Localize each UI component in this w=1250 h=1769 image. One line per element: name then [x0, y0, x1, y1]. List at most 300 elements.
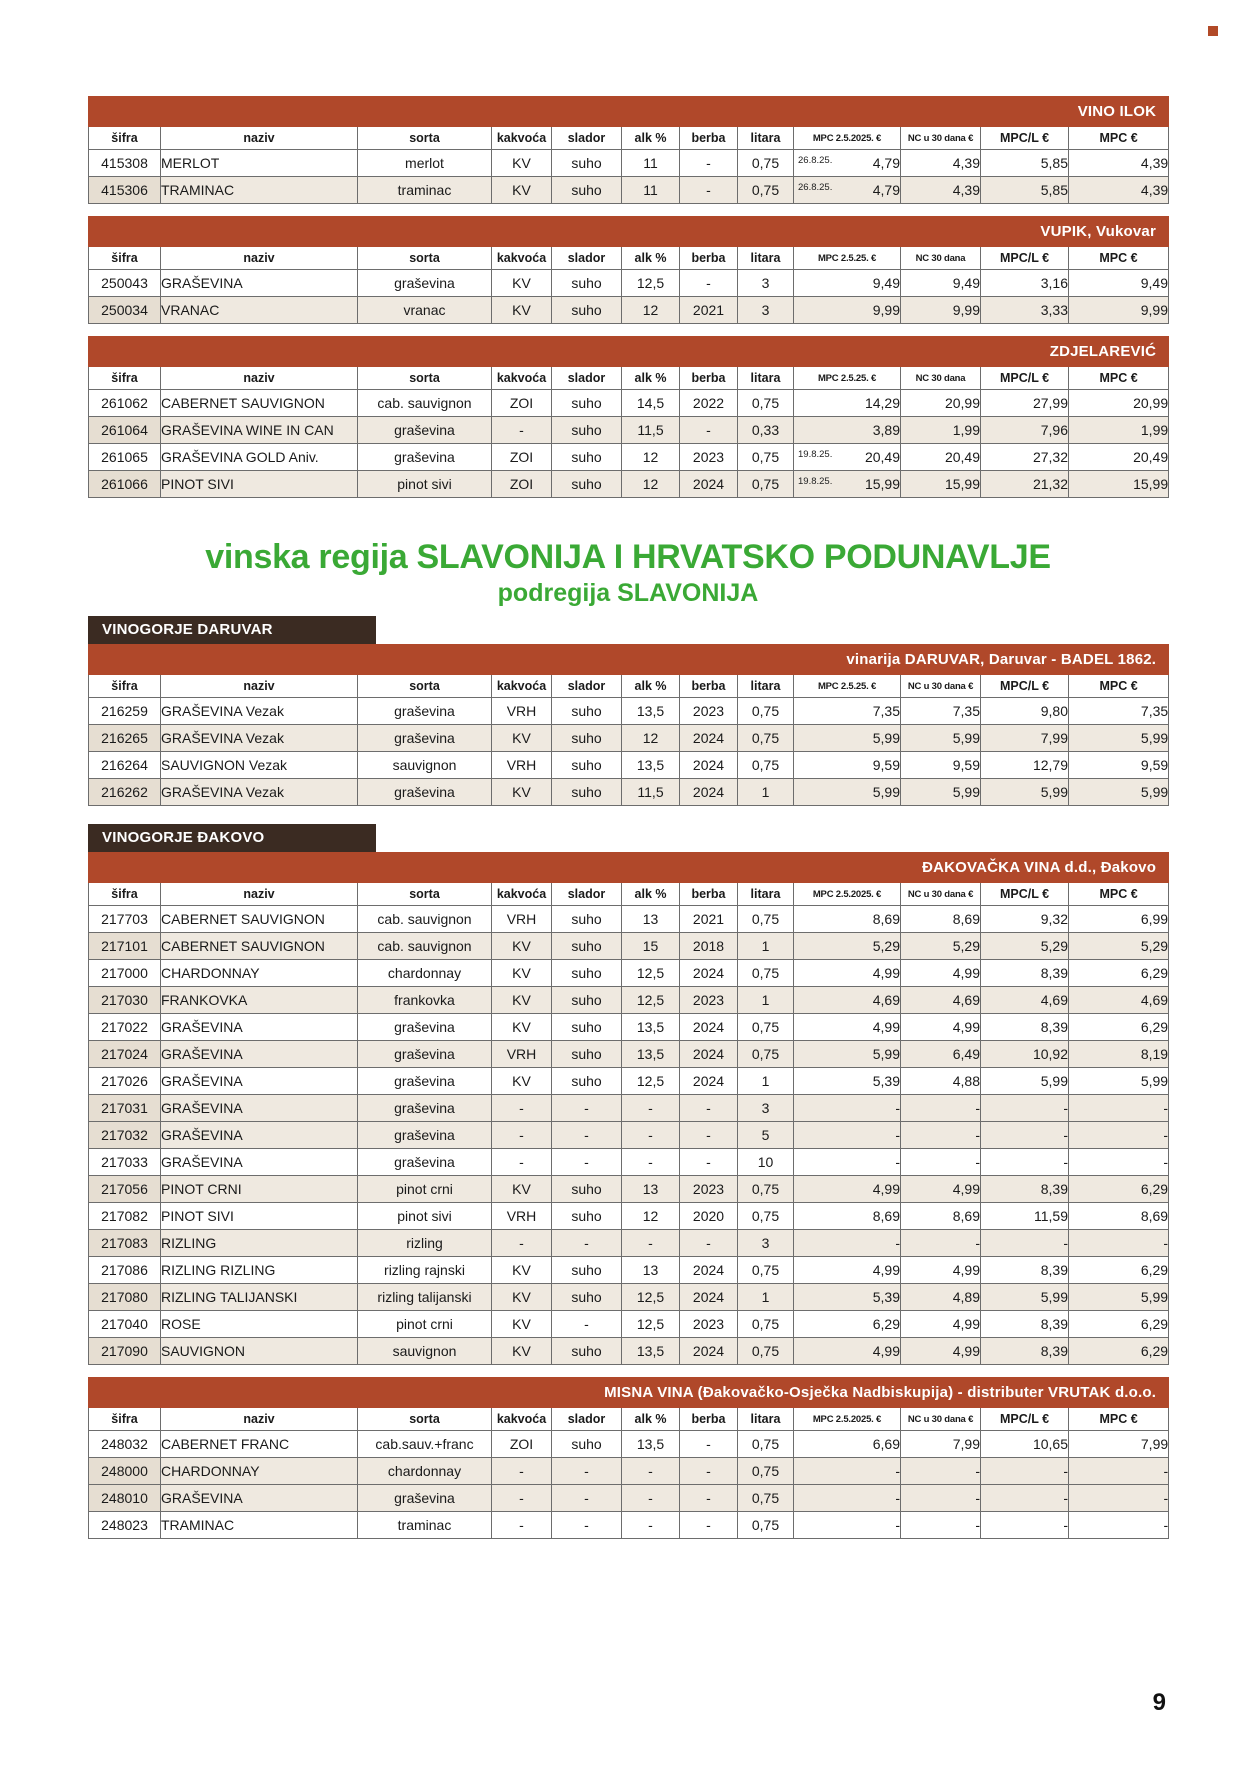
cell-kakvoca: KV	[492, 297, 552, 324]
table-header-row	[89, 127, 1169, 150]
col-header-alk: alk %	[622, 1408, 680, 1431]
cell-sifra: 216262	[89, 779, 161, 806]
cell-mpc: -	[1069, 1485, 1169, 1512]
cell-sorta: traminac	[358, 177, 492, 204]
cell-mpc: 8,19	[1069, 1041, 1169, 1068]
cell-alk: 13,5	[622, 752, 680, 779]
cell-berba: -	[680, 177, 738, 204]
cell-berba: 2024	[680, 725, 738, 752]
wine-table	[88, 644, 1169, 806]
cell-sorta: graševina	[358, 725, 492, 752]
table-header-row	[89, 675, 1169, 698]
cell-mpc: -	[1069, 1095, 1169, 1122]
cell-mpc-date: 5,99	[794, 1041, 901, 1068]
cell-nc30: 15,99	[901, 471, 981, 498]
cell-alk: 13,5	[622, 1431, 680, 1458]
cell-sifra: 217040	[89, 1311, 161, 1338]
cell-naziv: GRAŠEVINA	[161, 1014, 358, 1041]
brand-label: vinarija DARUVAR, Daruvar - BADEL 1862.	[89, 645, 1169, 675]
table-row	[89, 779, 1169, 806]
table-row	[89, 1431, 1169, 1458]
col-header-kakvoca: kakvoća	[492, 367, 552, 390]
cell-nc30: 8,69	[901, 1203, 981, 1230]
cell-berba: 2024	[680, 1041, 738, 1068]
cell-mpc-date: 5,99	[794, 725, 901, 752]
cell-litara: 0,75	[738, 1176, 794, 1203]
table-row	[89, 1284, 1169, 1311]
table-row	[89, 1203, 1169, 1230]
brand-label: VINO ILOK	[89, 97, 1169, 127]
cell-naziv: FRANKOVKA	[161, 987, 358, 1014]
cell-slador: -	[552, 1512, 622, 1539]
cell-sifra: 248010	[89, 1485, 161, 1512]
cell-sifra: 217101	[89, 933, 161, 960]
cell-sorta: vranac	[358, 297, 492, 324]
cell-mpc: 5,99	[1069, 1068, 1169, 1095]
cell-slador: suho	[552, 1338, 622, 1365]
cell-litara: 1	[738, 987, 794, 1014]
cell-litara: 0,75	[738, 1431, 794, 1458]
cell-sorta: graševina	[358, 444, 492, 471]
cell-mpcl: -	[981, 1485, 1069, 1512]
cell-litara: 1	[738, 933, 794, 960]
col-header-nc30: NC u 30 dana €	[901, 883, 981, 906]
col-header-naziv: naziv	[161, 367, 358, 390]
cell-nc30: 7,35	[901, 698, 981, 725]
table-row	[89, 906, 1169, 933]
cell-sorta: graševina	[358, 1095, 492, 1122]
col-header-kakvoca: kakvoća	[492, 1408, 552, 1431]
cell-sorta: chardonnay	[358, 1458, 492, 1485]
table-row	[89, 987, 1169, 1014]
cell-nc30: -	[901, 1095, 981, 1122]
table-row	[89, 1311, 1169, 1338]
cell-litara: 0,75	[738, 1014, 794, 1041]
cell-slador: -	[552, 1122, 622, 1149]
col-header-litara: litara	[738, 1408, 794, 1431]
cell-sifra: 217056	[89, 1176, 161, 1203]
cell-litara: 0,75	[738, 906, 794, 933]
cell-alk: 15	[622, 933, 680, 960]
cell-mpcl: 9,32	[981, 906, 1069, 933]
cell-nc30: 4,99	[901, 1176, 981, 1203]
cell-litara: 3	[738, 270, 794, 297]
wine-table	[88, 1377, 1169, 1539]
cell-kakvoca: KV	[492, 1338, 552, 1365]
col-header-alk: alk %	[622, 247, 680, 270]
cell-mpc: 1,99	[1069, 417, 1169, 444]
cell-naziv: GRAŠEVINA	[161, 1068, 358, 1095]
cell-sorta: traminac	[358, 1512, 492, 1539]
cell-mpc-date: 26.8.25. 4,79	[794, 177, 901, 204]
table-brand-row	[89, 1378, 1169, 1408]
cell-mpc-date: 4,99	[794, 1176, 901, 1203]
cell-mpcl: 8,39	[981, 1014, 1069, 1041]
col-header-sifra: šifra	[89, 127, 161, 150]
cell-sorta: graševina	[358, 270, 492, 297]
cell-berba: -	[680, 1431, 738, 1458]
cell-slador: -	[552, 1230, 622, 1257]
cell-mpcl: 8,39	[981, 1338, 1069, 1365]
cell-mpc: 4,69	[1069, 987, 1169, 1014]
cell-nc30: 5,99	[901, 725, 981, 752]
cell-sifra: 217082	[89, 1203, 161, 1230]
cell-sorta: graševina	[358, 1014, 492, 1041]
cell-alk: -	[622, 1512, 680, 1539]
cell-alk: 12	[622, 725, 680, 752]
cell-litara: 0,75	[738, 1203, 794, 1230]
cell-sifra: 248032	[89, 1431, 161, 1458]
cell-slador: suho	[552, 752, 622, 779]
cell-kakvoca: KV	[492, 1014, 552, 1041]
cell-kakvoca: VRH	[492, 698, 552, 725]
cell-naziv: RIZLING TALIJANSKI	[161, 1284, 358, 1311]
cell-nc30: -	[901, 1122, 981, 1149]
cell-mpc: 5,99	[1069, 779, 1169, 806]
cell-naziv: GRAŠEVINA	[161, 1041, 358, 1068]
cell-nc30: 4,88	[901, 1068, 981, 1095]
cell-nc30: 6,49	[901, 1041, 981, 1068]
cell-alk: -	[622, 1458, 680, 1485]
col-header-berba: berba	[680, 883, 738, 906]
cell-nc30: 4,89	[901, 1284, 981, 1311]
cell-litara: 0,75	[738, 1458, 794, 1485]
cell-naziv: CHARDONNAY	[161, 1458, 358, 1485]
cell-alk: 13	[622, 1176, 680, 1203]
cell-slador: -	[552, 1095, 622, 1122]
col-header-naziv: naziv	[161, 247, 358, 270]
col-header-kakvoca: kakvoća	[492, 675, 552, 698]
cell-nc30: 4,99	[901, 960, 981, 987]
cell-nc30: -	[901, 1458, 981, 1485]
cell-mpc: 6,29	[1069, 1176, 1169, 1203]
cell-sifra: 248023	[89, 1512, 161, 1539]
cell-sifra: 415308	[89, 150, 161, 177]
col-header-mpc-date: MPC 2.5.25. €	[794, 247, 901, 270]
col-header-mpc: MPC €	[1069, 247, 1169, 270]
cell-alk: 12,5	[622, 270, 680, 297]
cell-litara: 0,75	[738, 1512, 794, 1539]
cell-litara: 0,33	[738, 417, 794, 444]
col-header-naziv: naziv	[161, 883, 358, 906]
cell-sorta: graševina	[358, 1122, 492, 1149]
cell-kakvoca: KV	[492, 933, 552, 960]
cell-nc30: 4,99	[901, 1257, 981, 1284]
cell-berba: 2023	[680, 987, 738, 1014]
col-header-litara: litara	[738, 675, 794, 698]
cell-mpc: 20,99	[1069, 390, 1169, 417]
cell-sorta: pinot crni	[358, 1176, 492, 1203]
col-header-mpcl: MPC/L €	[981, 127, 1069, 150]
cell-sifra: 261066	[89, 471, 161, 498]
wine-table	[88, 96, 1169, 204]
cell-mpc-date: -	[794, 1095, 901, 1122]
cell-mpcl: 8,39	[981, 960, 1069, 987]
cell-mpc-date: 9,59	[794, 752, 901, 779]
col-header-kakvoca: kakvoća	[492, 883, 552, 906]
page-number: 9	[1152, 1689, 1166, 1716]
cell-mpcl: 9,80	[981, 698, 1069, 725]
cell-alk: 12,5	[622, 1284, 680, 1311]
cell-alk: 13	[622, 906, 680, 933]
cell-naziv: PINOT SIVI	[161, 471, 358, 498]
cell-slador: suho	[552, 471, 622, 498]
cell-sorta: graševina	[358, 779, 492, 806]
col-header-litara: litara	[738, 127, 794, 150]
mpc-date-stamp: 19.8.25.	[798, 476, 833, 487]
col-header-naziv: naziv	[161, 1408, 358, 1431]
col-header-slador: slador	[552, 675, 622, 698]
cell-mpcl: 3,16	[981, 270, 1069, 297]
table-row	[89, 960, 1169, 987]
cell-alk: 12	[622, 1203, 680, 1230]
cell-slador: suho	[552, 1257, 622, 1284]
cell-alk: 11,5	[622, 779, 680, 806]
table-row	[89, 1068, 1169, 1095]
cell-mpc-date: 7,35	[794, 698, 901, 725]
region-title-line1: vinska regija SLAVONIJA I HRVATSKO PODUNAVLJE	[205, 538, 1051, 576]
col-header-kakvoca: kakvoća	[492, 127, 552, 150]
cell-naziv: MERLOT	[161, 150, 358, 177]
cell-berba: 2024	[680, 1068, 738, 1095]
cell-berba: 2022	[680, 390, 738, 417]
col-header-sifra: šifra	[89, 675, 161, 698]
cell-mpc-date: 6,29	[794, 1311, 901, 1338]
col-header-nc30: NC 30 dana	[901, 247, 981, 270]
cell-mpc-date: 26.8.25. 4,79	[794, 150, 901, 177]
table-row	[89, 297, 1169, 324]
cell-naziv: CABERNET SAUVIGNON	[161, 390, 358, 417]
cell-alk: 12,5	[622, 960, 680, 987]
cell-litara: 3	[738, 1095, 794, 1122]
cell-mpc-date: 4,99	[794, 1338, 901, 1365]
cell-mpc: 9,49	[1069, 270, 1169, 297]
cell-sorta: pinot sivi	[358, 471, 492, 498]
cell-kakvoca: -	[492, 1485, 552, 1512]
col-header-slador: slador	[552, 883, 622, 906]
cell-slador: suho	[552, 725, 622, 752]
cell-litara: 3	[738, 1230, 794, 1257]
wine-table	[88, 336, 1169, 498]
table-row	[89, 698, 1169, 725]
cell-naziv: GRAŠEVINA WINE IN CAN	[161, 417, 358, 444]
cell-sifra: 217703	[89, 906, 161, 933]
cell-sifra: 217000	[89, 960, 161, 987]
wine-table	[88, 216, 1169, 324]
cell-sorta: rizling rajnski	[358, 1257, 492, 1284]
table-row	[89, 150, 1169, 177]
table-gap	[88, 204, 1168, 216]
col-header-litara: litara	[738, 367, 794, 390]
cell-naziv: GRAŠEVINA Vezak	[161, 698, 358, 725]
cell-mpc: 5,29	[1069, 933, 1169, 960]
cell-mpcl: 27,99	[981, 390, 1069, 417]
cell-berba: 2024	[680, 1338, 738, 1365]
region-title-line2: podregija SLAVONIJA	[497, 579, 759, 607]
cell-slador: suho	[552, 698, 622, 725]
cell-alk: 13,5	[622, 1041, 680, 1068]
col-header-berba: berba	[680, 675, 738, 698]
cell-mpcl: 8,39	[981, 1257, 1069, 1284]
cell-mpcl: -	[981, 1095, 1069, 1122]
brand-label: VUPIK, Vukovar	[89, 217, 1169, 247]
cell-mpc-date: 8,69	[794, 1203, 901, 1230]
table-row	[89, 177, 1169, 204]
cell-naziv: GRAŠEVINA	[161, 1122, 358, 1149]
col-header-mpc-date: MPC 2.5.2025. €	[794, 883, 901, 906]
cell-slador: -	[552, 1149, 622, 1176]
table-row	[89, 1176, 1169, 1203]
cell-mpc: 6,29	[1069, 1338, 1169, 1365]
cell-sifra: 250043	[89, 270, 161, 297]
cell-berba: 2024	[680, 752, 738, 779]
cell-litara: 0,75	[738, 1338, 794, 1365]
cell-mpcl: 7,99	[981, 725, 1069, 752]
cell-sifra: 216265	[89, 725, 161, 752]
cell-slador: suho	[552, 906, 622, 933]
cell-kakvoca: ZOI	[492, 444, 552, 471]
table-header-row	[89, 1408, 1169, 1431]
cell-mpcl: 5,85	[981, 150, 1069, 177]
cell-slador: suho	[552, 390, 622, 417]
cell-litara: 0,75	[738, 960, 794, 987]
col-header-sifra: šifra	[89, 367, 161, 390]
table-brand-row	[89, 853, 1169, 883]
cell-mpc-date: 4,99	[794, 1014, 901, 1041]
cell-mpc-date: -	[794, 1122, 901, 1149]
cell-mpc: -	[1069, 1122, 1169, 1149]
cell-mpc-date: 9,99	[794, 297, 901, 324]
cell-litara: 10	[738, 1149, 794, 1176]
cell-mpc: -	[1069, 1230, 1169, 1257]
table-row	[89, 725, 1169, 752]
cell-berba: 2020	[680, 1203, 738, 1230]
cell-mpcl: -	[981, 1122, 1069, 1149]
cell-mpcl: 4,69	[981, 987, 1069, 1014]
cell-kakvoca: ZOI	[492, 390, 552, 417]
cell-mpc: -	[1069, 1149, 1169, 1176]
cell-naziv: SAUVIGNON Vezak	[161, 752, 358, 779]
cell-berba: -	[680, 1485, 738, 1512]
cell-kakvoca: ZOI	[492, 1431, 552, 1458]
cell-sorta: merlot	[358, 150, 492, 177]
cell-mpc-date: -	[794, 1230, 901, 1257]
col-header-sifra: šifra	[89, 1408, 161, 1431]
cell-naziv: GRAŠEVINA	[161, 1095, 358, 1122]
table-row	[89, 1485, 1169, 1512]
page-content	[88, 96, 1168, 1539]
cell-mpc-date: 4,69	[794, 987, 901, 1014]
mpc-date-stamp: 19.8.25.	[798, 449, 833, 460]
cell-slador: -	[552, 1458, 622, 1485]
cell-sifra: 217026	[89, 1068, 161, 1095]
cell-kakvoca: -	[492, 1512, 552, 1539]
cell-sifra: 250034	[89, 297, 161, 324]
table-row	[89, 752, 1169, 779]
cell-nc30: 4,39	[901, 177, 981, 204]
col-header-alk: alk %	[622, 367, 680, 390]
cell-mpcl: 10,92	[981, 1041, 1069, 1068]
table-brand-row	[89, 97, 1169, 127]
cell-mpc-date: 19.8.25. 20,49	[794, 444, 901, 471]
cell-mpc-date: -	[794, 1512, 901, 1539]
table-row	[89, 270, 1169, 297]
cell-alk: -	[622, 1122, 680, 1149]
cell-litara: 0,75	[738, 150, 794, 177]
cell-kakvoca: KV	[492, 1284, 552, 1311]
cell-alk: -	[622, 1230, 680, 1257]
cell-sorta: graševina	[358, 698, 492, 725]
cell-berba: 2021	[680, 906, 738, 933]
cell-mpcl: 5,99	[981, 1068, 1069, 1095]
cell-litara: 0,75	[738, 1311, 794, 1338]
cell-mpc: 15,99	[1069, 471, 1169, 498]
cell-slador: suho	[552, 270, 622, 297]
col-header-berba: berba	[680, 367, 738, 390]
cell-sorta: graševina	[358, 417, 492, 444]
col-header-naziv: naziv	[161, 675, 358, 698]
cell-slador: suho	[552, 1203, 622, 1230]
cell-slador: suho	[552, 417, 622, 444]
cell-berba: 2023	[680, 698, 738, 725]
cell-mpcl: 5,99	[981, 779, 1069, 806]
corner-mark	[1208, 26, 1218, 36]
cell-alk: 13	[622, 1257, 680, 1284]
cell-alk: 14,5	[622, 390, 680, 417]
col-header-mpc: MPC €	[1069, 1408, 1169, 1431]
cell-mpc-date: -	[794, 1458, 901, 1485]
cell-sorta: rizling talijanski	[358, 1284, 492, 1311]
cell-kakvoca: -	[492, 1149, 552, 1176]
cell-naziv: RIZLING	[161, 1230, 358, 1257]
cell-alk: 13,5	[622, 1014, 680, 1041]
cell-mpcl: -	[981, 1512, 1069, 1539]
col-header-mpcl: MPC/L €	[981, 1408, 1069, 1431]
cell-naziv: TRAMINAC	[161, 177, 358, 204]
cell-mpc: 20,49	[1069, 444, 1169, 471]
cell-mpc-date: 5,39	[794, 1068, 901, 1095]
cell-sorta: rizling	[358, 1230, 492, 1257]
cell-mpcl: 10,65	[981, 1431, 1069, 1458]
cell-nc30: 20,49	[901, 444, 981, 471]
cell-mpc: 4,39	[1069, 177, 1169, 204]
cell-berba: 2021	[680, 297, 738, 324]
cell-slador: suho	[552, 960, 622, 987]
cell-berba: -	[680, 1458, 738, 1485]
cell-slador: suho	[552, 1284, 622, 1311]
cell-kakvoca: VRH	[492, 1203, 552, 1230]
cell-nc30: -	[901, 1230, 981, 1257]
col-header-mpc-date: MPC 2.5.2025. €	[794, 1408, 901, 1431]
cell-nc30: -	[901, 1485, 981, 1512]
table-row	[89, 444, 1169, 471]
col-header-mpcl: MPC/L €	[981, 675, 1069, 698]
cell-nc30: 4,99	[901, 1311, 981, 1338]
cell-mpcl: 5,85	[981, 177, 1069, 204]
cell-kakvoca: KV	[492, 270, 552, 297]
cell-slador: suho	[552, 297, 622, 324]
cell-mpc: 6,99	[1069, 906, 1169, 933]
cell-mpcl: 8,39	[981, 1311, 1069, 1338]
cell-nc30: 9,49	[901, 270, 981, 297]
cell-nc30: 4,39	[901, 150, 981, 177]
cell-litara: 0,75	[738, 1041, 794, 1068]
cell-sifra: 217090	[89, 1338, 161, 1365]
cell-mpc: 7,99	[1069, 1431, 1169, 1458]
cell-slador: suho	[552, 933, 622, 960]
col-header-mpc-date: MPC 2.5.25. €	[794, 675, 901, 698]
cell-nc30: -	[901, 1512, 981, 1539]
